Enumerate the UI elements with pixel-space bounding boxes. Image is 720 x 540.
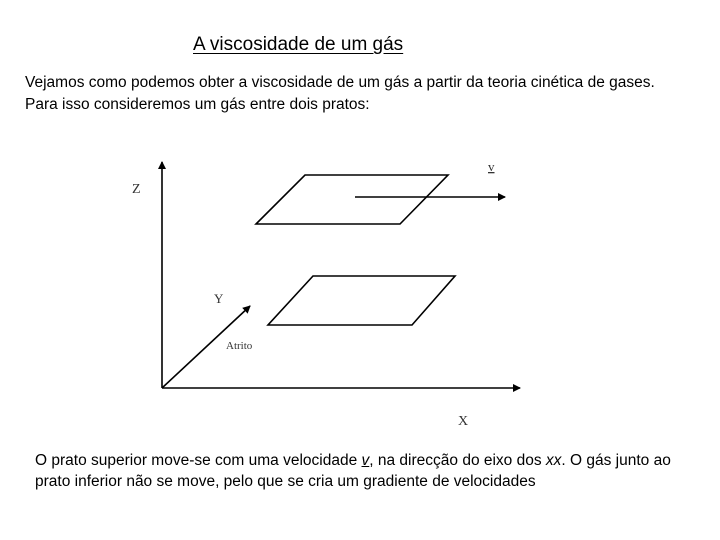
x-axis-label: X xyxy=(458,414,469,429)
caption-axis: xx xyxy=(545,452,562,469)
caption-part-3: . O gás junto ao prato inferior não se move, pelo que se cria um gradiente de velocidades xyxy=(35,452,671,490)
page-title: A viscosidade de um gás xyxy=(193,34,404,55)
caption-part-1: O prato superior move-se com uma velocidade xyxy=(35,452,362,469)
caption-part-2: , na direcção do eixo dos xyxy=(369,452,546,469)
lower-plate xyxy=(268,276,455,325)
z-axis-label: Z xyxy=(132,182,141,197)
intro-line-1: Vejamos como podemos obter a viscosidade de um gás a partir da teoria cinética de gases. xyxy=(25,74,655,91)
velocity-label: v xyxy=(488,159,495,174)
caption-velocity: v xyxy=(361,452,370,469)
intro-line-2: Para isso consideremos um gás entre dois pratos: xyxy=(25,96,370,113)
friction-label: Atrito xyxy=(226,340,253,352)
caption-text xyxy=(35,450,705,492)
upper-plate xyxy=(256,175,448,224)
y-axis-label: Y xyxy=(214,291,224,306)
